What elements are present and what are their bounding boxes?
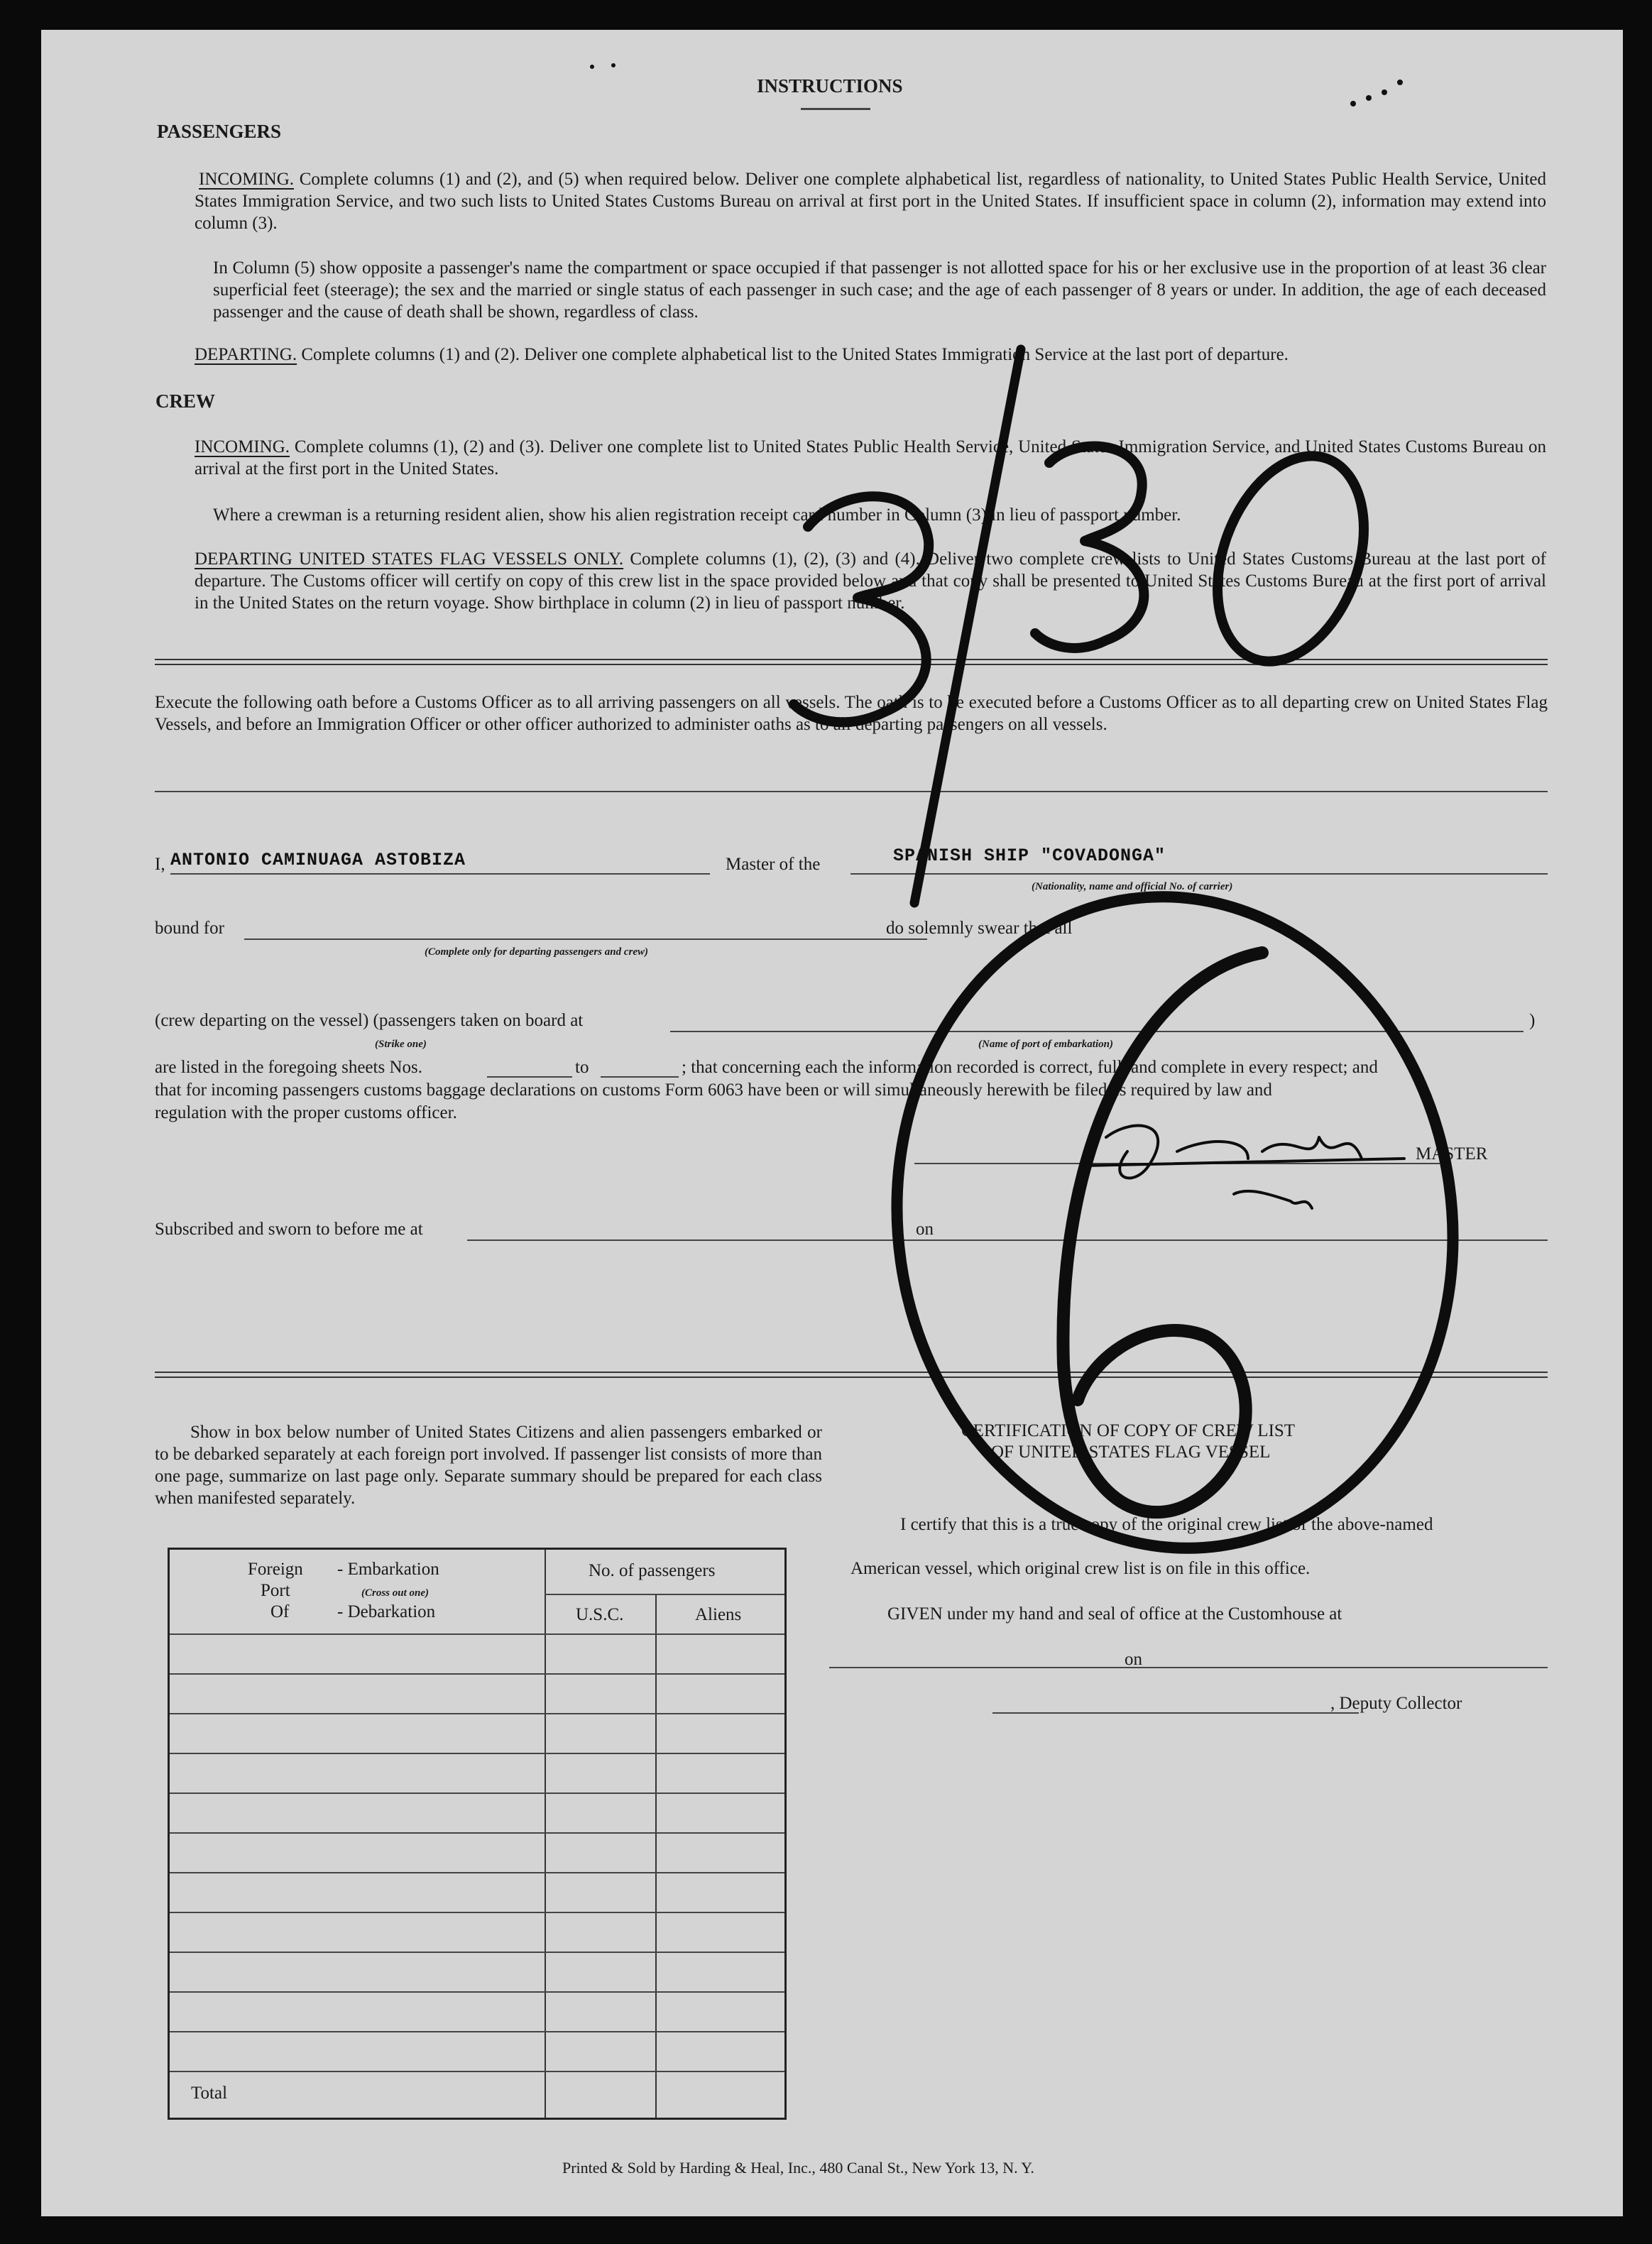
baggage-text: that for incoming passengers customs baggage declarations on customs Form 6063 have been or will simultaneously herewith be filed as required by law and bbox=[155, 1080, 1272, 1100]
to-label: to bbox=[575, 1058, 589, 1077]
no-passengers-label: No. of passengers bbox=[589, 1561, 716, 1580]
signature-initials-mark bbox=[1234, 1191, 1312, 1208]
embarkation-label: - Embarkation bbox=[337, 1560, 439, 1579]
certify-text: I certify that this is a true copy of the original crew list of the above-named bbox=[900, 1515, 1433, 1534]
crew-departing-text: Complete columns (1), (2), (3) and (4). Deliver two complete crew lists to United States Customs Bureau at the last port of departure. The Customs officer will certify on copy of this crew list in the space provided below and that copy shall be presented to United States Customs Bureau at the first port of arrival in the United States on the return voyage. Show birthplace in column (2) in lieu of passport number. bbox=[195, 549, 1546, 613]
speckle-dots bbox=[590, 63, 1403, 106]
passengers-incoming-label: INCOMING. bbox=[199, 170, 295, 189]
master-name-value: ANTONIO CAMINUAGA ASTOBIZA bbox=[170, 850, 466, 870]
port-label: Port bbox=[261, 1581, 290, 1600]
crew-returning-paragraph: Where a crewman is a returning resident alien, show his alien registration receipt card number in Column (3) in lieu of passport number. bbox=[213, 505, 1181, 525]
regulation-text: regulation with the proper customs officer. bbox=[155, 1103, 457, 1122]
aliens-label: Aliens bbox=[695, 1605, 742, 1624]
crew-incoming-label: INCOMING. bbox=[195, 437, 290, 456]
cross-out-caption: (Cross out one) bbox=[361, 1587, 430, 1599]
debarkation-label: - Debarkation bbox=[337, 1602, 436, 1621]
oath-intro: Execute the following oath before a Customs Officer as to all arriving passengers on all vessels. The oath is to be executed before a Customs Officer as to all departing crew on United States Flag Vessels, and before an Immigration Officer or other officer authorized to administer oaths as to all departing passengers on all vessels. bbox=[155, 693, 1548, 734]
usc-label: U.S.C. bbox=[576, 1605, 624, 1624]
passengers-departing-text: Complete columns (1) and (2). Deliver one complete alphabetical list to the United States Immigration Service at the last port of departure. bbox=[301, 345, 1289, 364]
certification-title-2: OF UNITED STATES FLAG VESSEL bbox=[991, 1443, 1271, 1462]
deputy-collector-label: , Deputy Collector bbox=[1330, 1694, 1462, 1713]
crew-incoming-text: Complete columns (1), (2) and (3). Deliver one complete list to United States Public Health Service, United States Immigration Service, and United States Customs Bureau on arrival at the first port in the United States. bbox=[195, 437, 1546, 478]
strike-caption: (Strike one) bbox=[375, 1039, 427, 1050]
passengers-departing-label: DEPARTING. bbox=[195, 345, 297, 364]
printer-footer: Printed & Sold by Harding & Heal, Inc., 480 Canal St., New York 13, N. Y. bbox=[562, 2159, 1034, 2177]
master-label: MASTER bbox=[1416, 1144, 1488, 1164]
foreign-label: Foreign bbox=[248, 1560, 303, 1579]
page-title: INSTRUCTIONS bbox=[757, 75, 903, 97]
passengers-heading: PASSENGERS bbox=[157, 121, 282, 142]
handwritten-6-mark bbox=[1063, 953, 1262, 1512]
summary-instructions: Show in box below number of United States Citizens and alien passengers embarked or to be debarked separately at each foreign port involved. If passenger list consists of more than one page, summarize on last page only. Separate summary should be prepared for each class when manifested separately. bbox=[155, 1423, 822, 1508]
vessel-value: SPANISH SHIP "COVADONGA" bbox=[893, 845, 1166, 866]
passengers-incoming-text: Complete columns (1) and (2), and (5) when required below. Deliver one complete alphabetical list, regardless of nationality, to United States Public Health Service, United States Immigration Service, and two such lists to United States Customs Bureau on arrival at first port in the United States. If insufficient space in column (2), information may extend into column (3). bbox=[195, 170, 1547, 233]
close-paren: ) bbox=[1529, 1011, 1536, 1030]
swear-text: do solemnly swear that all bbox=[886, 919, 1073, 938]
given-text: GIVEN under my hand and seal of office at the Customhouse at bbox=[887, 1604, 1342, 1624]
american-vessel-text: American vessel, which original crew list is on file in this office. bbox=[850, 1559, 1311, 1578]
total-label: Total bbox=[191, 2084, 228, 2103]
listed-label: are listed in the foregoing sheets Nos. bbox=[155, 1058, 422, 1077]
handwritten-3b-mark bbox=[1035, 447, 1144, 648]
bound-for-label: bound for bbox=[155, 919, 224, 938]
port-caption: (Name of port of embarkation) bbox=[978, 1039, 1113, 1050]
handwritten-circle-mark bbox=[855, 860, 1494, 1585]
crew-departing-label: DEPARTING UNITED STATES FLAG VESSELS ONLY. bbox=[195, 549, 624, 569]
bound-for-caption: (Complete only for departing passengers and crew) bbox=[425, 946, 648, 958]
handwritten-slash-mark bbox=[914, 349, 1021, 903]
certification-title-1: CERTIFICATION OF COPY OF CREW LIST bbox=[961, 1421, 1296, 1440]
crew-heading: CREW bbox=[155, 390, 216, 412]
document-page bbox=[41, 30, 1623, 2216]
subscribed-on-label: on bbox=[916, 1220, 934, 1239]
certification-on-label: on bbox=[1125, 1650, 1142, 1669]
vessel-caption: (Nationality, name and official No. of carrier) bbox=[1032, 881, 1233, 892]
of-label: Of bbox=[270, 1602, 290, 1621]
master-signature-mark bbox=[1085, 1126, 1404, 1178]
handwritten-marks bbox=[41, 30, 1623, 2216]
handwritten-0-mark bbox=[1191, 436, 1390, 682]
master-of-label: Master of the bbox=[726, 855, 821, 874]
passengers-column5-paragraph: In Column (5) show opposite a passenger's name the compartment or space occupied if that passenger is not allotted space for his or her exclusive use in the proportion of at least 36 clear superficial feet (steerage); the sex and the married or single status of each passenger in such case; and the age of each passenger of 8 years or under. In addition, the age of each deceased passenger and the cause of death shall be shown, regardless of class. bbox=[213, 258, 1546, 322]
crew-departing-text: (crew departing on the vessel) (passengers taken on board at bbox=[155, 1011, 584, 1030]
subscribed-label: Subscribed and sworn to before me at bbox=[155, 1220, 423, 1239]
concerning-text: ; that concerning each the information recorded is correct, full, and complete in every respect; and bbox=[682, 1058, 1378, 1077]
handwritten-3-mark bbox=[794, 496, 929, 722]
oath-i-label: I, bbox=[155, 855, 165, 874]
